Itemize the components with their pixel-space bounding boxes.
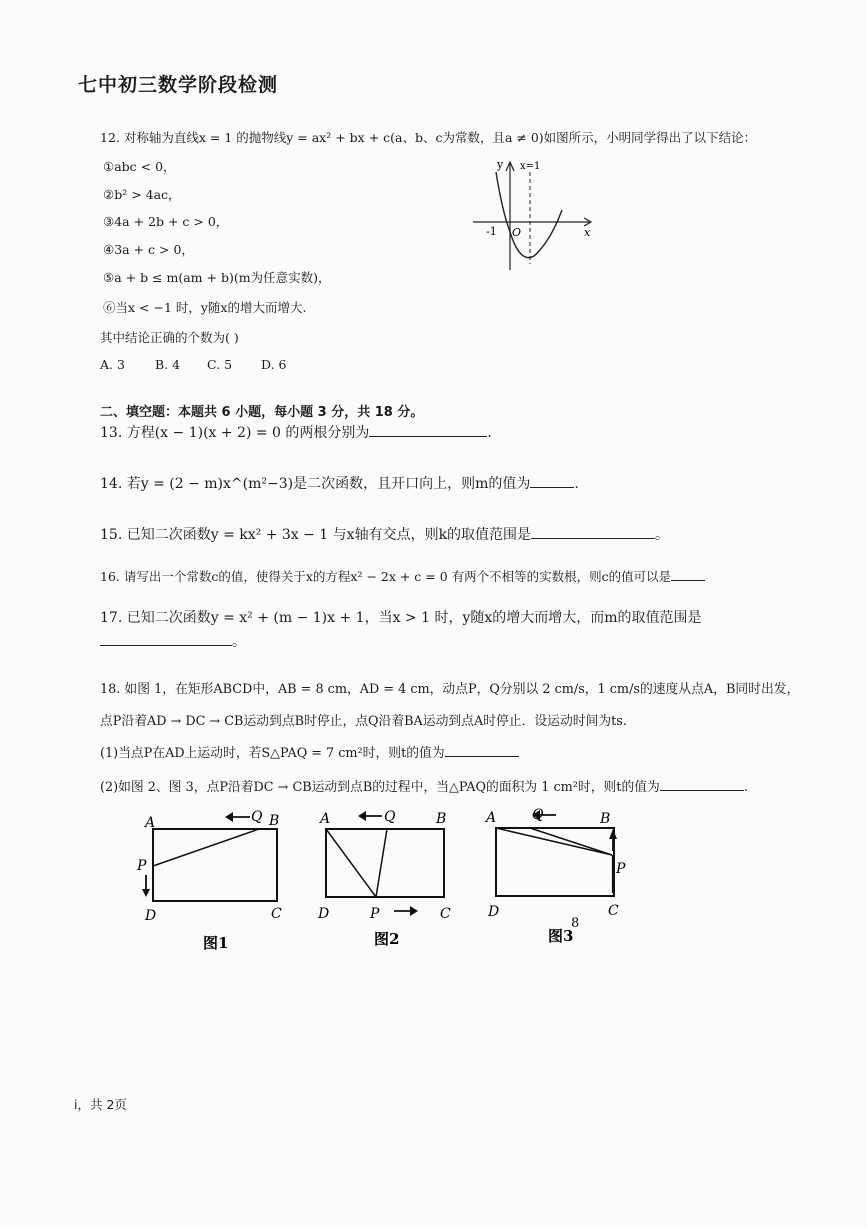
q12-stem: 12. 对称轴为直线x = 1 的抛物线y = ax² + bx + c(a、b、c为常数，且a ≠ 0)如图所示，小明同学得出了以下结论： [100, 130, 757, 145]
q18-part-2-text: (2)如图 2、图 3，点P沿着DC → CB运动到点B的过程中，当△PAQ的面积为 1 cm²时，则t的值为 [100, 780, 660, 795]
q16 [100, 566, 705, 585]
graph-axis-label: x=1 [520, 161, 541, 172]
q15-text: 15. 已知二次函数y = kx² + 3x − 1 与x轴有交点，则k的取值范围是 [100, 527, 532, 543]
graph-y-label: y [497, 158, 504, 171]
graph-origin: O [512, 226, 522, 239]
fig3-label-q: Q [532, 807, 544, 823]
q15-end: 。 [655, 527, 670, 543]
q12-item-2: ②b² > 4ac， [103, 187, 181, 202]
q12-item-1: ①abc < 0， [103, 159, 176, 174]
q12-option-b: B. 4 [155, 357, 181, 372]
q17-text: 17. 已知二次函数y = x² + (m − 1)x + 1，当x > 1 时，y随x的增大而增大，而m的取值范围是 [100, 610, 702, 626]
figure-3 [482, 803, 632, 953]
q14-text: 14. 若y = (2 − m)x^(m²−3)是二次函数，且开口向上，则m的值为 [100, 476, 531, 492]
q12-prompt: 其中结论正确的个数为( ) [100, 330, 239, 345]
fig3-label-d: D [488, 904, 500, 920]
fig2-label-q: Q [384, 809, 396, 825]
q12-option-d: D. 6 [261, 357, 287, 372]
fig1-label-q: Q [251, 809, 263, 825]
q17-answer-line [100, 631, 246, 651]
page-title: 七中初三数学阶段检测 [78, 74, 279, 96]
q18-line-1: 18. 如图 1，在矩形ABCD中，AB = 8 cm，AD = 4 cm，动点P，Q分别以 2 cm/s，1 cm/s的速度从点A，B同时出发， [100, 682, 800, 697]
fig1-label-p: P [137, 858, 147, 874]
fig1-label-c: C [271, 906, 282, 922]
q13 [100, 422, 492, 442]
q12-parabola-graph [468, 152, 598, 277]
fig1-label-a: A [145, 815, 156, 831]
q12-item-5: ⑤a + b ≤ m(am + b)(m为任意实数)， [103, 270, 331, 285]
section-heading: 二、填空题：本题共 6 小题，每小题 3 分，共 18 分。 [100, 405, 424, 420]
q14-end: . [574, 476, 579, 492]
q14 [100, 473, 579, 493]
q16-answer-blank[interactable] [671, 566, 705, 581]
fig3-caption: 图3 [548, 927, 574, 945]
q13-text: 13. 方程(x − 1)(x + 2) = 0 的两根分别为 [100, 425, 370, 441]
figure-1 [135, 805, 295, 960]
fig2-label-b: B [436, 811, 447, 827]
q12-option-a: A. 3 [100, 357, 125, 372]
q18-part-1 [100, 742, 519, 761]
q14-answer-blank[interactable] [530, 473, 574, 488]
q12-item-3: ③4a + 2b + c > 0， [103, 214, 229, 229]
fig3-stray-mark: 8 [571, 916, 580, 931]
q15-answer-blank[interactable] [531, 524, 655, 539]
fig2-label-d: D [318, 906, 330, 922]
q18-line-2: 点P沿着AD → DC → CB运动到点B时停止，点Q沿着BA运动到点A时停止．设运动时间为ts. [100, 714, 627, 729]
q18-part-1-text: (1)当点P在AD上运动时，若S△PAQ = 7 cm²时，则t的值为 [100, 746, 445, 761]
q12-item-4: ④3a + c > 0， [103, 242, 194, 257]
q17-end: 。 [232, 634, 246, 650]
q12-option-c: C. 5 [207, 357, 233, 372]
q18-part-2-end: . [743, 780, 748, 795]
fig1-label-d: D [145, 908, 157, 924]
fig1-caption: 图1 [203, 934, 229, 952]
fig3-label-p: P [616, 861, 626, 877]
q17-answer-blank[interactable] [100, 631, 232, 646]
graph-neg-one: -1 [486, 225, 497, 238]
q12-item-6: ⑥当x < −1 时，y随x的增大而增大. [103, 300, 307, 315]
q18-part-1-blank[interactable] [445, 742, 519, 757]
q18-part-2 [100, 776, 748, 795]
q15 [100, 524, 669, 544]
fig2-label-p: P [370, 906, 380, 922]
fig2-label-a: A [320, 811, 331, 827]
fig3-label-a: A [486, 810, 497, 826]
q18-part-2-blank[interactable] [660, 776, 744, 791]
fig2-caption: 图2 [374, 930, 400, 948]
fig3-label-b: B [600, 811, 611, 827]
graph-x-label: x [584, 226, 591, 239]
fig3-label-c: C [608, 903, 619, 919]
q13-answer-blank[interactable] [369, 422, 487, 437]
fig1-label-b: B [269, 813, 280, 829]
q13-end: . [487, 425, 492, 441]
figure-2 [310, 805, 475, 955]
q16-text: 16. 请写出一个常数c的值，使得关于x的方程x² − 2x + c = 0 有两个不相等的实数根，则c的值可以是 [100, 569, 672, 584]
fig2-label-c: C [440, 906, 451, 922]
page-footer: i，共 2页 [74, 1097, 127, 1112]
